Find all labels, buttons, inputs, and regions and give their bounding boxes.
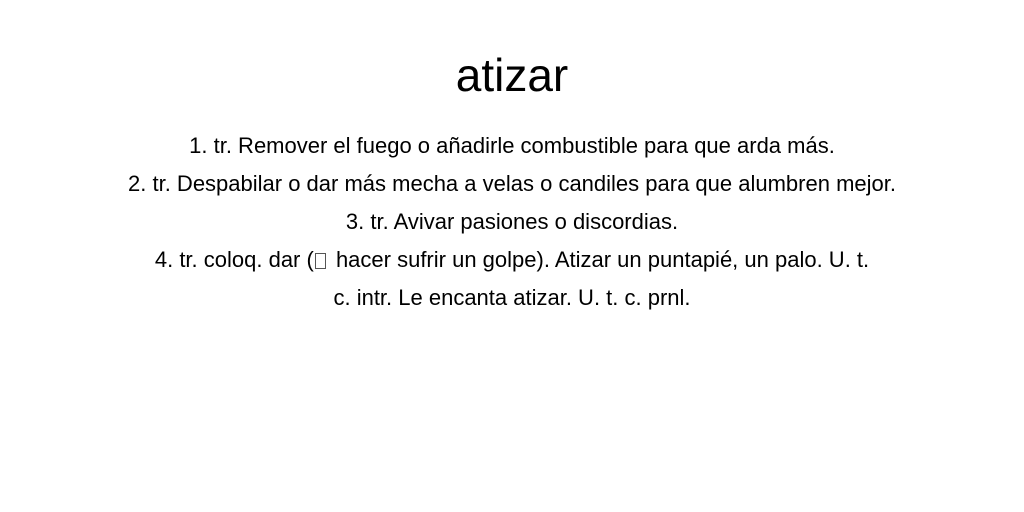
missing-glyph-icon: [315, 253, 326, 269]
definition-3: 3. tr. Avivar pasiones o discordias.: [345, 209, 679, 234]
definition-4-text-after-glyph: hacer sufrir un golpe). Atizar un puntapié, un palo. U. t.: [329, 247, 870, 272]
definition-4-line-1: [0, 241, 1024, 279]
headword-title: atizar: [455, 49, 569, 101]
definition-4-text-before-glyph: 4. tr. coloq. dar (: [154, 247, 314, 272]
definitions-list: [0, 127, 1024, 317]
definition-4-line-2: c. intr. Le encanta atizar. U. t. c. prnl.: [333, 285, 691, 310]
definition-2: 2. tr. Despabilar o dar más mecha a velas o candiles para que alumbren mejor.: [128, 171, 896, 196]
definition-1: 1. tr. Remover el fuego o añadirle combustible para que arda más.: [189, 133, 835, 158]
